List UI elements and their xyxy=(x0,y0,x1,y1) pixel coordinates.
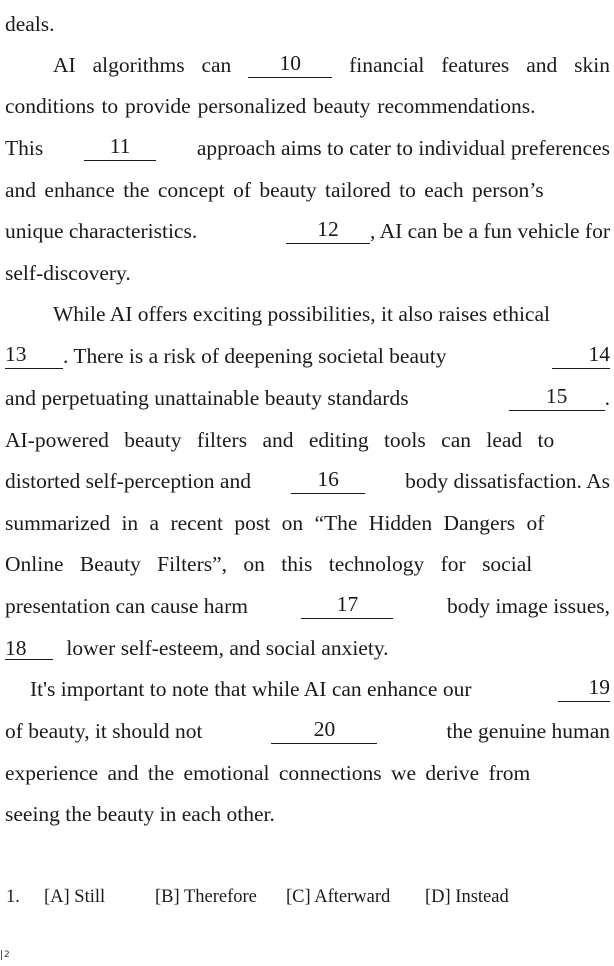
text: distorted self-perception and xyxy=(5,469,251,493)
passage-line xyxy=(30,676,610,702)
blank-20: 20 xyxy=(271,718,377,744)
passage-line xyxy=(5,593,610,619)
text: It's important to note that while AI can enhance our xyxy=(30,677,472,701)
text: body dissatisfaction. As xyxy=(405,469,610,493)
blank-15: 15 xyxy=(509,385,605,411)
passage-line xyxy=(5,135,610,161)
question-number: 1. xyxy=(6,887,20,907)
blank-17: 17 xyxy=(301,593,393,619)
passage-line xyxy=(5,11,610,37)
text: presentation can cause harm xyxy=(5,594,248,618)
blank-16: 16 xyxy=(291,468,365,494)
passage-line xyxy=(5,385,610,411)
blank-group xyxy=(5,343,446,369)
text: summarized in a recent post on “The Hidden Dangers of xyxy=(5,511,545,535)
blank-19: 19 xyxy=(558,676,610,702)
text: self-discovery. xyxy=(5,261,131,285)
option-b[interactable]: [B] Therefore xyxy=(155,887,257,907)
blank-12: 12 xyxy=(286,218,370,244)
blank-14: 14 xyxy=(552,343,610,369)
word: AI xyxy=(53,53,76,77)
text: . There is a risk of deepening societal beauty xyxy=(63,344,447,368)
page-number-text: 2 xyxy=(1,950,10,960)
word: skin xyxy=(574,53,610,77)
text: AI-powered beauty filters and editing tools can lead to xyxy=(5,428,555,452)
text: , AI can be a fun vehicle for xyxy=(370,219,610,243)
text: lower self-esteem, and social anxiety. xyxy=(66,636,389,660)
word: This xyxy=(5,136,44,160)
blank-11: 11 xyxy=(84,135,156,161)
text: conditions to provide personalized beauty recommendations. xyxy=(5,94,536,118)
blank-group xyxy=(509,385,610,411)
passage-line xyxy=(5,218,610,244)
page-number xyxy=(1,950,10,960)
option-a[interactable]: [A] Still xyxy=(44,887,106,907)
word: algorithms xyxy=(92,53,185,77)
option-d[interactable]: [D] Instead xyxy=(425,887,509,907)
text: seeing the beauty in each other. xyxy=(5,802,275,826)
text: Online Beauty Filters”, on this technology for social xyxy=(5,552,533,576)
word: can xyxy=(201,53,232,77)
passage-line xyxy=(5,343,610,369)
passage-line xyxy=(53,52,610,78)
passage-line xyxy=(5,510,610,536)
passage-line xyxy=(53,301,610,327)
option-c[interactable]: [C] Afterward xyxy=(286,887,391,907)
text: deals. xyxy=(5,12,55,36)
text: and perpetuating unattainable beauty standards xyxy=(5,386,409,410)
passage-line xyxy=(5,718,610,744)
word: and xyxy=(526,53,558,77)
passage-line xyxy=(5,468,610,494)
passage-line xyxy=(5,93,610,119)
passage-line xyxy=(5,801,610,827)
text: and enhance the concept of beauty tailored to each person’s xyxy=(5,178,544,202)
text: unique characteristics. xyxy=(5,219,198,243)
blank-group xyxy=(286,218,610,244)
passage-line xyxy=(5,177,610,203)
text: While AI offers exciting possibilities, it also raises ethical xyxy=(53,302,550,326)
text: experience and the emotional connections we derive from xyxy=(5,761,531,785)
text: the genuine human xyxy=(446,719,610,743)
text: approach aims to cater to individual preferences xyxy=(196,136,610,160)
text: body image issues, xyxy=(446,594,610,618)
passage-line xyxy=(5,260,610,286)
text: of beauty, it should not xyxy=(5,719,203,743)
word: features xyxy=(441,53,510,77)
word: financial xyxy=(349,53,425,77)
text: . xyxy=(604,386,610,410)
passage-line xyxy=(5,427,610,453)
passage-line xyxy=(5,635,610,661)
blank-18: 18 xyxy=(5,637,53,660)
passage-line xyxy=(5,760,610,786)
blank-13: 13 xyxy=(5,343,63,369)
blank-10: 10 xyxy=(248,52,332,78)
passage-line xyxy=(5,551,610,577)
